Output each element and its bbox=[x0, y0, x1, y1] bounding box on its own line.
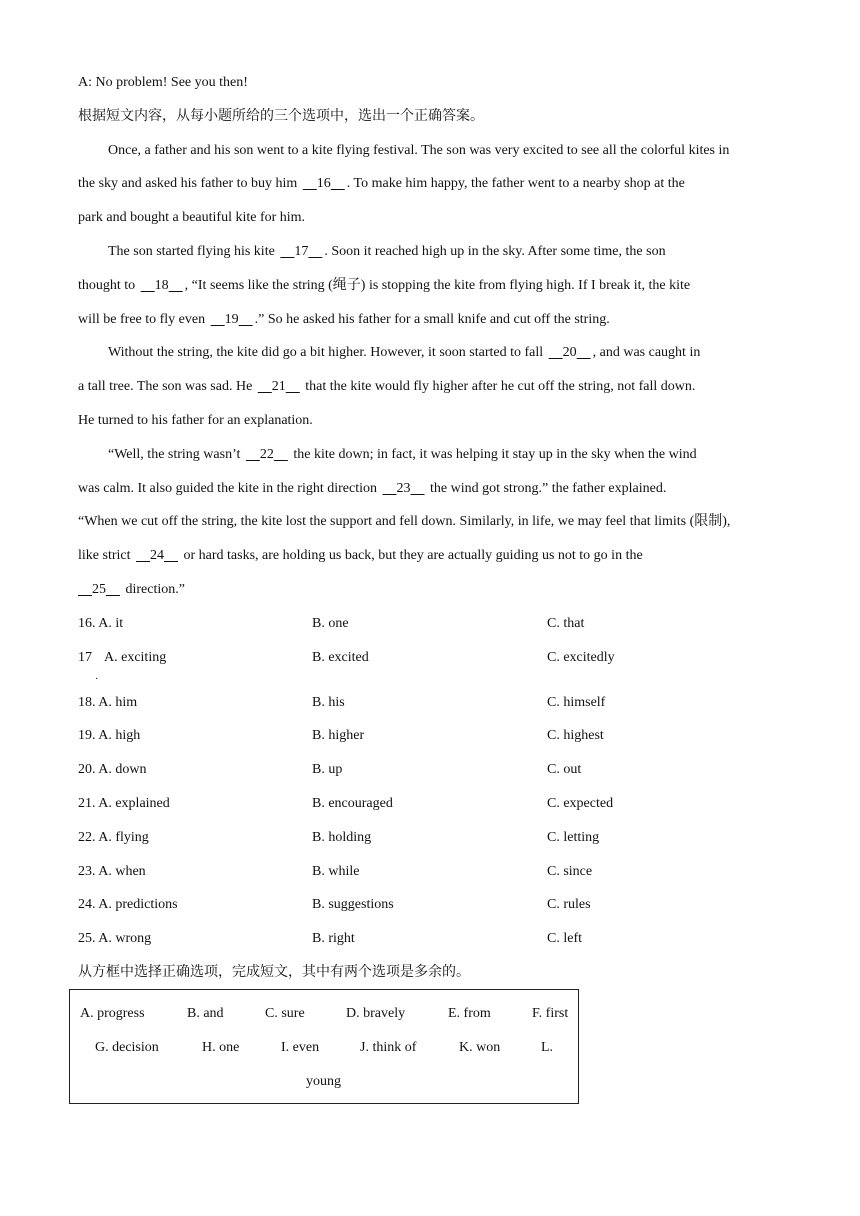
question-19 bbox=[78, 719, 792, 753]
passage-text: like strict bbox=[78, 548, 134, 564]
passage-text: .” So he asked his father for a small knife and cut off the string. bbox=[254, 311, 610, 327]
passage-line: Once, a father and his son went to a kite flying festival. The son was very excited to see all the colorful kites in bbox=[108, 142, 730, 158]
blank-number: 20 bbox=[562, 345, 577, 361]
passage-text: the kite down; in fact, it was helping it stay up in the sky when the wind bbox=[289, 446, 697, 462]
passage-text: thought to bbox=[78, 277, 139, 293]
passage-text: Without the string, the kite did go a bit higher. However, it soon started to fall bbox=[108, 345, 547, 361]
word-option: C. sure bbox=[265, 1006, 305, 1021]
question-23 bbox=[78, 855, 792, 889]
option-a[interactable]: 22. A. flying bbox=[78, 829, 149, 845]
passage-text: the sky and asked his father to buy him bbox=[78, 176, 301, 192]
option-a[interactable]: 18. A. him bbox=[78, 694, 138, 710]
passage-text: was calm. It also guided the kite in the right direction bbox=[78, 480, 381, 496]
passage-line bbox=[78, 336, 792, 370]
option-a[interactable]: 16. A. it bbox=[78, 615, 124, 631]
option-c[interactable]: C. since bbox=[547, 863, 593, 879]
question-17 bbox=[78, 641, 792, 686]
blank-number: 24 bbox=[150, 548, 164, 564]
word-option: G. decision bbox=[95, 1040, 159, 1055]
option-b[interactable]: B. up bbox=[312, 762, 343, 778]
word-option: B. and bbox=[187, 1006, 224, 1021]
option-c[interactable]: C. letting bbox=[547, 829, 600, 845]
blank-16 bbox=[301, 167, 347, 201]
question-20 bbox=[78, 753, 792, 787]
passage-text: , “It seems like the string (绳子) is stopping the kite from flying high. If I break it, the kite bbox=[184, 277, 691, 293]
blank-number: 22 bbox=[259, 446, 274, 462]
passage-line bbox=[78, 303, 792, 337]
option-c[interactable]: C. himself bbox=[547, 694, 606, 710]
blank-18 bbox=[139, 269, 185, 303]
passage-text: that the kite would fly higher after he cut off the string, not fall down. bbox=[301, 379, 696, 395]
passage-line bbox=[78, 370, 792, 404]
option-b[interactable]: B. higher bbox=[312, 728, 365, 744]
word-option: F. first bbox=[532, 1006, 569, 1021]
option-c[interactable]: C. expected bbox=[547, 795, 614, 811]
option-b[interactable]: B. holding bbox=[312, 829, 372, 845]
option-a[interactable]: A. exciting bbox=[104, 649, 167, 665]
option-c[interactable]: C. out bbox=[547, 762, 582, 778]
word-option: A. progress bbox=[80, 1006, 145, 1021]
blank-number: 23 bbox=[396, 480, 411, 496]
passage-line: He turned to his father for an explanation. bbox=[78, 412, 313, 428]
blank-number: 25 bbox=[92, 581, 106, 597]
option-b[interactable]: B. suggestions bbox=[312, 897, 394, 913]
question-16 bbox=[78, 607, 792, 641]
word-box bbox=[69, 989, 579, 1104]
passage-text: . To make him happy, the father went to a nearby shop at the bbox=[346, 176, 685, 192]
blank-number: 16 bbox=[316, 176, 331, 192]
blank-21 bbox=[256, 370, 302, 404]
passage-text: The son started flying his kite bbox=[108, 243, 279, 259]
option-c[interactable]: C. that bbox=[547, 615, 585, 631]
blank-24 bbox=[134, 539, 180, 573]
blank-17 bbox=[278, 235, 324, 269]
option-a[interactable]: 19. A. high bbox=[78, 728, 141, 744]
question-25 bbox=[78, 922, 792, 956]
passage-line bbox=[78, 235, 792, 269]
passage-text: a tall tree. The son was sad. He bbox=[78, 379, 256, 395]
passage-line: park and bought a beautiful kite for him. bbox=[78, 210, 306, 226]
word-option: J. think of bbox=[360, 1040, 417, 1055]
passage-line bbox=[78, 539, 792, 573]
passage-line bbox=[78, 573, 792, 607]
option-b[interactable]: B. one bbox=[312, 615, 349, 631]
passage-text: or hard tasks, are holding us back, but they are actually guiding us not to go in the bbox=[180, 548, 643, 564]
blank-number: 18 bbox=[154, 277, 169, 293]
blank-22 bbox=[244, 438, 290, 472]
blank-23 bbox=[380, 472, 426, 506]
passage-text: , and was caught in bbox=[592, 345, 701, 361]
option-b[interactable]: B. while bbox=[312, 863, 360, 879]
question-number: 17 bbox=[78, 649, 92, 665]
question-18 bbox=[78, 686, 792, 720]
word-option: I. even bbox=[281, 1040, 320, 1055]
word-option: H. one bbox=[202, 1040, 240, 1055]
option-b[interactable]: B. right bbox=[312, 931, 355, 947]
question-21 bbox=[78, 787, 792, 821]
option-c[interactable]: C. excitedly bbox=[547, 649, 615, 665]
document-page bbox=[78, 66, 792, 990]
option-b[interactable]: B. excited bbox=[312, 649, 369, 665]
blank-20 bbox=[547, 336, 593, 370]
passage-text: direction.” bbox=[122, 581, 185, 597]
passage-text: the wind got strong.” the father explained. bbox=[426, 480, 667, 496]
blank-19 bbox=[209, 303, 255, 337]
passage-line bbox=[78, 269, 792, 303]
passage-line bbox=[78, 167, 792, 201]
option-c[interactable]: C. left bbox=[547, 931, 582, 947]
question-22 bbox=[78, 821, 792, 855]
word-option: L. bbox=[541, 1040, 554, 1055]
word-option: K. won bbox=[459, 1040, 501, 1055]
option-a[interactable]: 20. A. down bbox=[78, 762, 147, 778]
word-option: young bbox=[306, 1074, 341, 1089]
word-option: D. bravely bbox=[346, 1006, 406, 1021]
blank-number: 21 bbox=[271, 379, 286, 395]
word-option: E. from bbox=[448, 1006, 491, 1021]
blank-number: 19 bbox=[224, 311, 239, 327]
dialogue-line: A: No problem! See you then! bbox=[78, 75, 248, 90]
question-24 bbox=[78, 888, 792, 922]
option-b[interactable]: B. encouraged bbox=[312, 795, 393, 811]
passage-text: will be free to fly even bbox=[78, 311, 209, 327]
blank-25 bbox=[78, 573, 122, 607]
blank-number: 17 bbox=[294, 243, 309, 259]
passage-line: “When we cut off the string, the kite lost the support and fell down. Similarly, in life, we may feel that limits (限制), bbox=[78, 514, 731, 530]
passage-line bbox=[78, 472, 792, 506]
option-a[interactable]: 21. A. explained bbox=[78, 795, 170, 811]
passage-text: “Well, the string wasn’t bbox=[108, 446, 244, 462]
option-a[interactable]: 25. A. wrong bbox=[78, 931, 152, 947]
option-a[interactable]: 23. A. when bbox=[78, 863, 146, 879]
instruction-word-box: 从方框中选择正确选项，完成短文，其中有两个选项是多余的。 bbox=[78, 964, 470, 980]
option-a[interactable]: 24. A. predictions bbox=[78, 897, 178, 913]
option-b[interactable]: B. his bbox=[312, 694, 345, 710]
passage-text: . Soon it reached high up in the sky. After some time, the son bbox=[324, 243, 666, 259]
instruction-reading: 根据短文内容，从每小题所给的三个选项中，选出一个正确答案。 bbox=[78, 108, 484, 124]
passage-line bbox=[78, 438, 792, 472]
option-c[interactable]: C. rules bbox=[547, 897, 591, 913]
option-c[interactable]: C. highest bbox=[547, 728, 604, 744]
question-dot: · bbox=[95, 673, 99, 685]
